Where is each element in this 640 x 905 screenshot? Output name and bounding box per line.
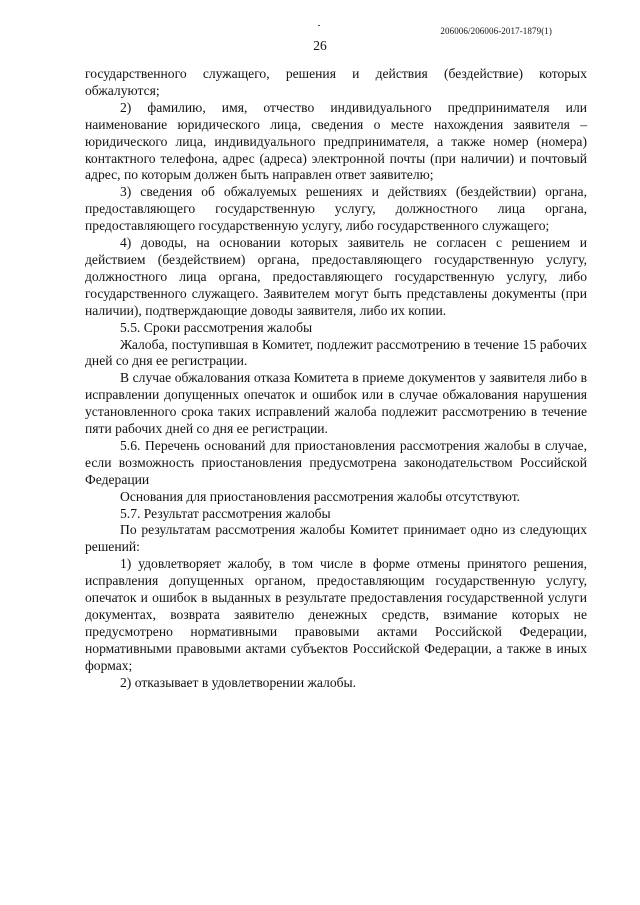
paragraph-decision-2: 2) отказывает в удовлетворении жалобы. — [120, 674, 357, 690]
scan-speck — [318, 25, 320, 26]
paragraph-list-item-3: 3) сведения об обжалуемых решениях и действиях (бездействии) органа, предоставляющего государственную услугу, должностного лица органа, предоставляющего государственную услугу, либо государственного служащего; — [85, 184, 587, 234]
paragraph-decision-1: 1) удовлетворяет жалобу, в том числе в форме отмены принятого решения, исправления допущенных органом, предоставляющим государственную услугу, опечаток и ошибок в выданных в результате предоставления государственной услуги документах, возврата заявителю денежных средств, взимание которых не предусмотрено нормативными правовыми актами Российской Федерации, нормативными правовыми актами субъектов Российской Федерации, а также в иных формах; — [85, 556, 587, 673]
paragraph-0: государственного служащего, решения и действия (бездействие) которых обжалуются; — [85, 66, 587, 98]
paragraph-refusal-appeal: В случае обжалования отказа Комитета в приеме документов у заявителя либо в исправлении допущенных опечаток и ошибок или в случае обжалования нарушения установленного срока таких исправлений жалоба подлежит рассмотрению в течение пяти рабочих дней со дня ее регистрации. — [85, 370, 587, 437]
section-heading-5-6: 5.6. Перечень оснований для приостановления рассмотрения жалобы в случае, если возможность приостановления предусмотрена законодательством Российской Федерации — [85, 437, 587, 487]
paragraph-list-item-2: 2) фамилию, имя, отчество индивидуального предпринимателя или наименование юридического лица, сведения о месте нахождения заявителя – юридического лица, индивидуального предпринимателя, а также номер (номера) контактного телефона, адрес (адреса) электронной почты (при наличии) и почтовый адрес, по которым должен быть направлен ответ заявителю; — [85, 99, 587, 183]
section-heading-5-7: 5.7. Результат рассмотрения жалобы — [120, 505, 331, 521]
page-number: 26 — [313, 38, 327, 53]
section-heading-5-5: 5.5. Сроки рассмотрения жалобы — [120, 319, 313, 335]
paragraph-decisions-intro: По результатам рассмотрения жалобы Комитет принимает одно из следующих решений: — [85, 522, 587, 555]
paragraph-no-grounds: Основания для приостановления рассмотрения жалобы отсутствуют. — [120, 488, 521, 504]
paragraph-complaint-term: Жалоба, поступившая в Комитет, подлежит рассмотрению в течение 15 рабочих дней со дня ее регистрации. — [85, 336, 587, 369]
paragraph-list-item-4: 4) доводы, на основании которых заявитель не согласен с решением и действием (бездействием) органа, предоставляющего государственную услугу, должностного лица органа, предоставляющего государственную услугу, либо государственного служащего. Заявителем могут быть представлены документы (при наличии), подтверждающие доводы заявителя, либо их копии. — [85, 235, 587, 318]
document-body — [85, 66, 587, 692]
document-id: 206006/206006-2017-1879(1) — [440, 26, 552, 36]
